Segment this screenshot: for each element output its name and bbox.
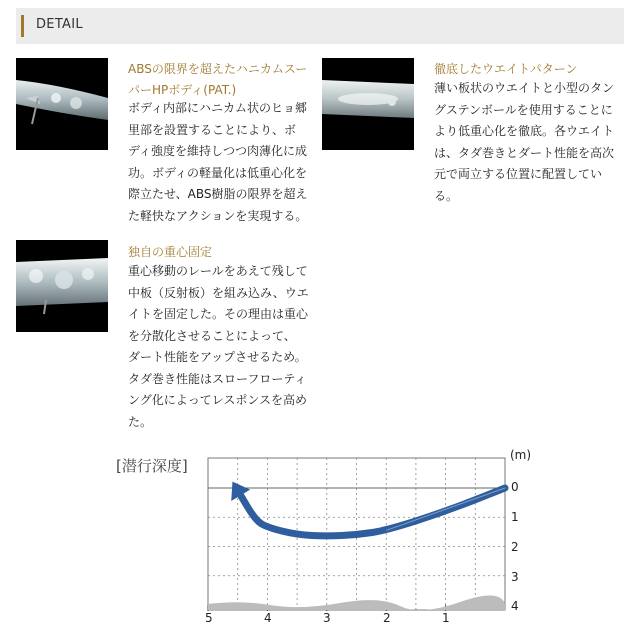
x-tick-label: 2 [383, 611, 391, 625]
feature-body: 薄い板状のウエイトと小型のタン グステンボールを使用することに より低重心化を徹底。各ウエイト は、タダ巻きとダート性能を高次 元で両立する位置に配置してい る。 [434, 81, 615, 203]
y-tick-label: 3 [511, 570, 519, 584]
section-title: DETAIL [36, 17, 83, 32]
y-tick-label: 1 [511, 510, 519, 524]
x-tick-label: 3 [323, 611, 331, 625]
feature-title: 独自の重心固定 [128, 245, 213, 259]
depth-unit-label: (m) [510, 448, 532, 462]
depth-chart-title: [潜行深度] [116, 457, 188, 475]
feature-title: 徹底したウエイトパターン [434, 62, 578, 76]
x-tick-label: 1 [442, 611, 450, 625]
feature-title: ABSの限界を超えたハニカムスー パーHPボディ(PAT.) [128, 62, 308, 97]
x-tick-label: 5 [205, 611, 213, 625]
y-tick-label: 2 [511, 540, 519, 554]
x-tick-label: 4 [264, 611, 272, 625]
feature-body: 重心移動のレールをあえて残して 中板（反射板）を組み込み、ウエ イトを固定した。その理由は重心 を分散化させることによって、 ダート性能をアップさせるため。 タダ巻き性能はスローフローティ ング化によってレスポンスを高め た。 [128, 264, 309, 429]
y-tick-label: 0 [511, 480, 519, 494]
feature-body: ボディ内部にハニカム状のヒョ郷 里部を設置することにより、ボ ディ強度を維持しつつ肉薄化に成 功。ボディの軽量化は低重心化を 際立たせ、ABS樹脂の限界を超え た軽快なアクションを実現する。 [128, 101, 308, 223]
y-tick-label: 4 [511, 599, 519, 613]
